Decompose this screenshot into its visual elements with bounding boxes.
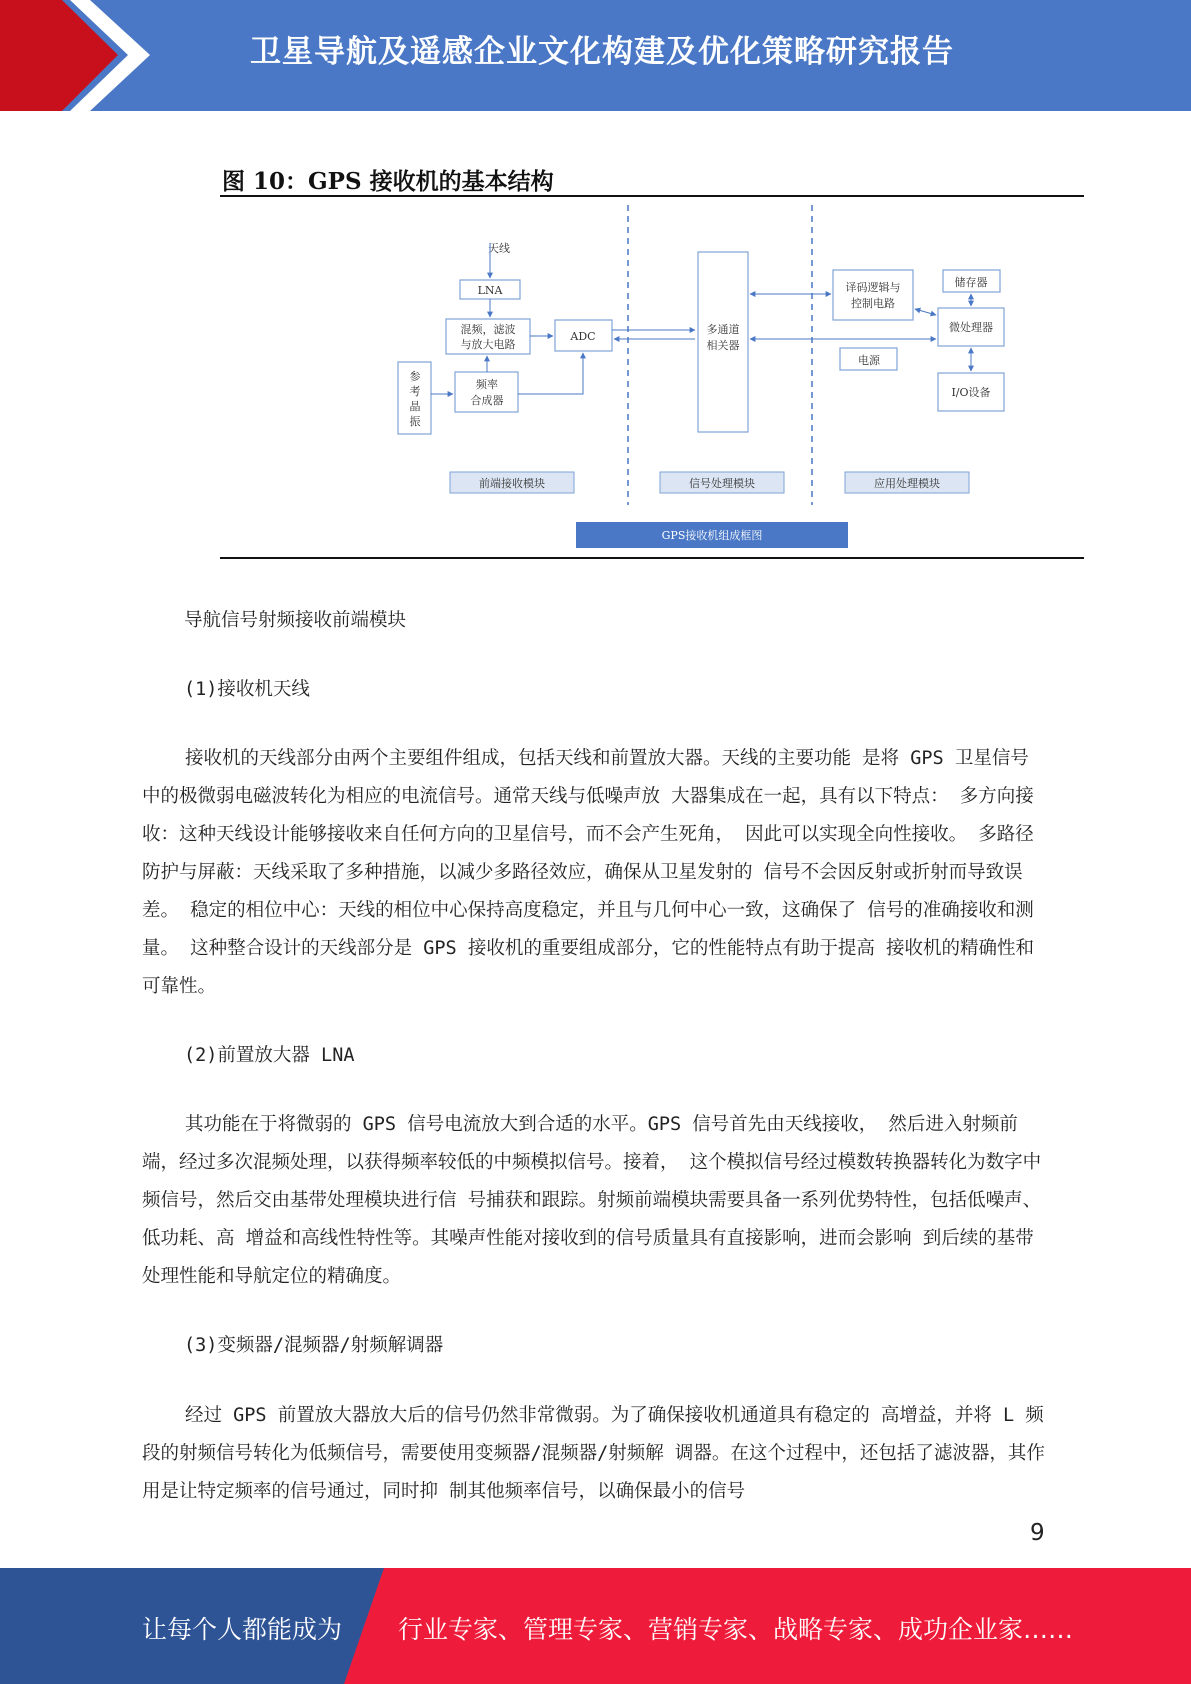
mixer-label-2: 与放大电路 (460, 338, 516, 351)
paragraph-lna (142, 1106, 1047, 1296)
heading-lna: (2)前置放大器 LNA (184, 1045, 355, 1066)
lna-label: LNA (477, 284, 503, 297)
ref-osc-char-2: 考 (409, 385, 421, 398)
correlator-label-2: 相关器 (706, 339, 740, 352)
decoder-box (833, 270, 913, 320)
synthesizer-label-1: 频率 (476, 378, 498, 391)
synth-to-adc-arrow (518, 353, 583, 394)
antenna-label: 天线 (488, 242, 510, 255)
signal-module-label: 信号处理模块 (689, 477, 755, 490)
heading-mixer: (3)变频器/混频器/射频解调器 (184, 1335, 444, 1356)
paragraph-antenna-text: 接收机的天线部分由两个主要组件组成，包括天线和前置放大器。天线的主要功能 是将 GPS 卫星信号中的极微弱电磁波转化为相应的电流信号。通常天线与低噪声放 大器集成在一起，具有以下特点： 多方向接收：这种天线设计能够接收来自任何方向的卫星信号，而不会产生死角， 因此可以实现全向性接收。 多路径防护与屏蔽：天线采取了多种措施，以减少多路径效应，确保从卫星发射的 信号不会因反射或折射而导致误差。 稳定的相位中心：天线的相位中心保持高度稳定，并且与几何中心一致，这确保了 信号的准确接收和测量。 这种整合设计的天线部分是 GPS 接收机的重要组成部分，它的性能特点有助于提高 接收机的精确性和可靠性。 (142, 748, 1034, 997)
synthesizer-label-2: 合成器 (470, 394, 504, 407)
storage-label: 储存器 (954, 276, 988, 289)
page-header (0, 0, 1191, 111)
diagram-title-label: GPS接收机组成框图 (661, 529, 763, 542)
paragraph-mixer-text: 经过 GPS 前置放大器放大后的信号仍然非常微弱。为了确保接收机通道具有稳定的 高增益，并将 L 频段的射频信号转化为低频信号，需要使用变频器/混频器/射频解 调器。在这个过程中，还包括了滤波器，其作用是让特定频率的信号通过，同时抑 制其他频率信号，以确保最小的信号 (142, 1405, 1045, 1502)
processor-decoder-arrow (915, 309, 936, 315)
front-module-label: 前端接收模块 (479, 477, 545, 490)
paragraph-antenna (142, 740, 1047, 1006)
ref-osc-char-4: 振 (409, 415, 421, 428)
page-number: 9 (1030, 1520, 1045, 1546)
figure-caption: 图 10：GPS 接收机的基本结构 (222, 168, 554, 195)
figure-bottom-rule (220, 557, 1084, 559)
report-title: 卫星导航及遥感企业文化构建及优化策略研究报告 (250, 34, 954, 70)
processor-label: 微处理器 (949, 321, 993, 334)
figure-top-rule (220, 195, 1084, 197)
paragraph-mixer (142, 1397, 1047, 1511)
app-module-label: 应用处理模块 (874, 477, 940, 490)
ref-osc-char-1: 参 (409, 370, 421, 383)
correlator-label-1: 多通道 (706, 323, 740, 336)
gps-receiver-diagram (390, 205, 1020, 555)
ref-osc-char-3: 晶 (409, 400, 421, 413)
paragraph-lna-text: 其功能在于将微弱的 GPS 信号电流放大到合适的水平。GPS 信号首先由天线接收， 然后进入射频前端，经过多次混频处理，以获得频率较低的中频模拟信号。接着， 这个模拟信号经过模数转换器转化为数字中频信号，然后交由基带处理模块进行信 号捕获和跟踪。射频前端模块需要具备一系列优势特性，包括低噪声、低功耗、高 增益和高线性特性等。其噪声性能对接收到的信号质量具有直接影响，进而会影响 到后续的基带处理性能和导航定位的精确度。 (142, 1114, 1042, 1287)
mixer-label-1: 混频，滤波 (460, 323, 516, 336)
adc-label: ADC (570, 330, 596, 343)
io-label: I/O设备 (951, 386, 991, 399)
section-title: 导航信号射频接收前端模块 (184, 610, 407, 631)
header-arrow-decoration (0, 0, 160, 111)
power-label: 电源 (858, 354, 880, 367)
decoder-label-2: 控制电路 (851, 297, 895, 310)
page-footer (0, 1568, 1191, 1684)
footer-slogan-right: 行业专家、管理专家、营销专家、战略专家、成功企业家…… (398, 1615, 1074, 1644)
heading-antenna: (1)接收机天线 (184, 679, 310, 700)
footer-slogan-left: 让每个人都能成为 (142, 1615, 343, 1644)
decoder-label-1: 译码逻辑与 (845, 281, 901, 294)
